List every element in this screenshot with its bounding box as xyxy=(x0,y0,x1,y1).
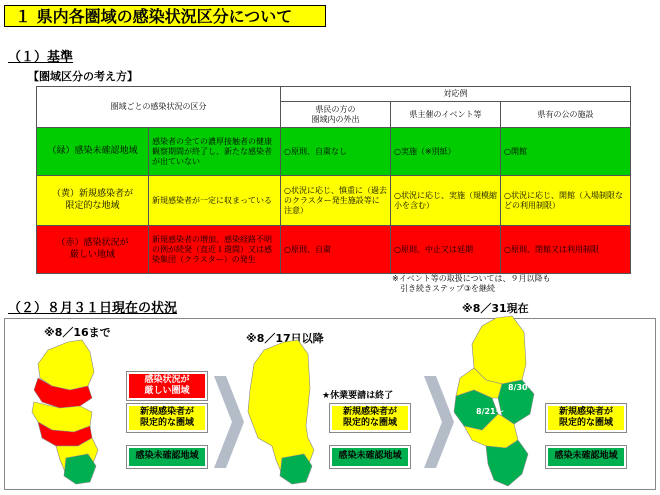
map-period-1 xyxy=(30,338,120,488)
table-row xyxy=(37,176,631,226)
map-label-830: 8/30～ xyxy=(508,383,536,392)
period-label-3: ※8／31現在 xyxy=(462,302,529,315)
events-cell: ○実施（※別紙） xyxy=(391,128,501,176)
page-title: １ 県内各圏域の感染状況区分について xyxy=(4,5,326,27)
legend-yellow-2: 新規感染者が 限定的な圏域 xyxy=(330,404,410,432)
legend-yellow-3: 新規感染者が 限定的な圏域 xyxy=(546,404,626,432)
table-row xyxy=(37,128,631,176)
table-row xyxy=(37,226,631,274)
section-status-heading: （２）８月３１日現在の状況 xyxy=(8,301,178,316)
zone-criteria: 新規感染者が一定に収まっている xyxy=(149,176,281,226)
facilities-cell: ○原則、閉館又は利用制限 xyxy=(501,226,631,274)
header-zone: 圏域ごとの感染状況の区分 xyxy=(37,87,281,128)
period-label-1: ※8／16まで xyxy=(44,326,111,339)
closure-lifted-note: ★休業要請は終了 xyxy=(322,391,394,401)
legend-yellow-1: 新規感染者が 限定的な圏域 xyxy=(127,404,207,432)
period-label-2: ※8／17日以降 xyxy=(246,332,324,345)
header-events: 県主催のイベント等 xyxy=(391,102,501,128)
header-facilities: 県有の公の施設 xyxy=(501,102,631,128)
legend-green-2: 感染未確認地域 xyxy=(330,446,410,468)
criteria-table xyxy=(36,86,631,274)
event-note: ※イベント等の取扱については、９月以降も 引き続きステップ③を継続 xyxy=(392,274,551,293)
section-basis-heading: （１）基準 xyxy=(8,50,74,65)
map-label-821: 8/21～ xyxy=(476,407,504,416)
arrow-1-icon xyxy=(214,376,244,468)
legend-green-3: 感染未確認地域 xyxy=(546,446,626,468)
zone-criteria: 感染者の全ての濃厚接触者の健康観察期間が終了し、新たな感染者が出ていない xyxy=(149,128,281,176)
facilities-cell: ○開館 xyxy=(501,128,631,176)
outing-cell: ○原則、自粛 xyxy=(281,226,391,274)
zone-name-yellow: （黄）新規感染者が 限定的な地域 xyxy=(37,176,149,226)
outing-cell: ○状況に応じ、慎重に（過去のクラスター発生施設等に注意） xyxy=(281,176,391,226)
zone-criteria: 新規感染者の増加、感染経路不明の例が続発（直近１週間）又は感染集団（クラスター）の発生 xyxy=(149,226,281,274)
zone-name-red: （赤）感染状況が 厳しい地域 xyxy=(37,226,149,274)
outing-cell: ○原則、自粛なし xyxy=(281,128,391,176)
header-response: 対応例 xyxy=(281,87,631,102)
arrow-2-icon xyxy=(424,376,454,468)
events-cell: ○状況に応じ、実施（規模縮小を含む） xyxy=(391,176,501,226)
legend-green-1: 感染未確認地域 xyxy=(127,446,207,468)
map-period-2 xyxy=(246,338,336,488)
map-period-3 xyxy=(452,314,552,490)
facilities-cell: ○状況に応じ、開館（入場制限などの利用制限） xyxy=(501,176,631,226)
zone-concept-heading: 【圏域区分の考え方】 xyxy=(28,70,138,83)
header-outing: 県民の方の 圏域内の外出 xyxy=(281,102,391,128)
events-cell: ○原則、中止又は延期 xyxy=(391,226,501,274)
zone-name-green: （緑）感染未確認地域 xyxy=(37,128,149,176)
legend-red: 感染状況が 厳しい圏域 xyxy=(127,372,207,400)
